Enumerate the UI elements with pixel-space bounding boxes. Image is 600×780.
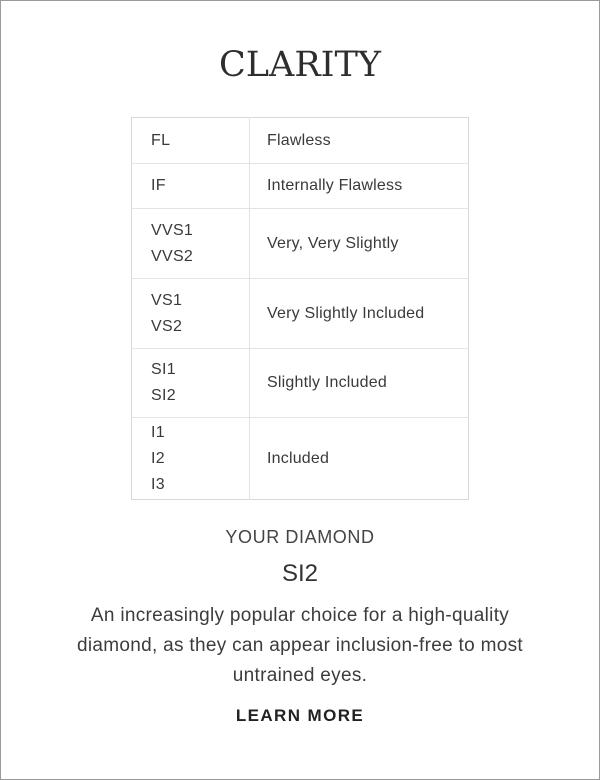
grade-codes-cell (132, 209, 250, 279)
grade-codes-cell (132, 118, 250, 164)
grade-code: VS1 (151, 291, 183, 309)
grade-row-vs (132, 279, 469, 349)
grade-code: IF (151, 177, 166, 194)
grade-row-vvs (132, 209, 469, 279)
grade-description: Flawless (267, 131, 331, 149)
grade-codes-cell (132, 418, 250, 500)
grade-row-i (132, 418, 469, 500)
grade-description: Very Slightly Included (250, 279, 469, 349)
learn-more-link[interactable]: LEARN MORE (235, 706, 365, 725)
grade-description: Very, Very Slightly (250, 209, 469, 279)
page-title: CLARITY (219, 45, 381, 85)
grade-code: SI2 (151, 387, 176, 404)
grade-row-fl (132, 118, 469, 164)
grade-row-si (132, 349, 469, 418)
clarity-grade-table (131, 117, 469, 500)
grade-code: VVS1 (151, 221, 194, 239)
grade-code: I3 (151, 475, 165, 493)
grade-description: Slightly Included (250, 349, 469, 418)
grade-code: VVS2 (151, 247, 194, 265)
your-diamond-description: An increasingly popular choice for a high-quality diamond, as they can appear inclusion-free to most untrained eyes. (77, 605, 523, 686)
grade-codes-cell (132, 279, 250, 349)
your-diamond-label: YOUR DIAMOND (225, 527, 375, 547)
grade-codes-cell (132, 349, 250, 418)
grade-code: I1 (151, 423, 165, 441)
grade-code: VS2 (151, 317, 183, 335)
grade-description: Internally Flawless (250, 164, 469, 209)
grade-row-if (132, 164, 469, 209)
your-diamond-grade: SI2 (281, 560, 319, 587)
grade-code: FL (151, 131, 171, 149)
grade-codes-cell (132, 164, 250, 209)
grade-code: SI1 (151, 361, 176, 378)
grade-description: Included (250, 418, 469, 500)
grade-code: I2 (151, 449, 165, 467)
